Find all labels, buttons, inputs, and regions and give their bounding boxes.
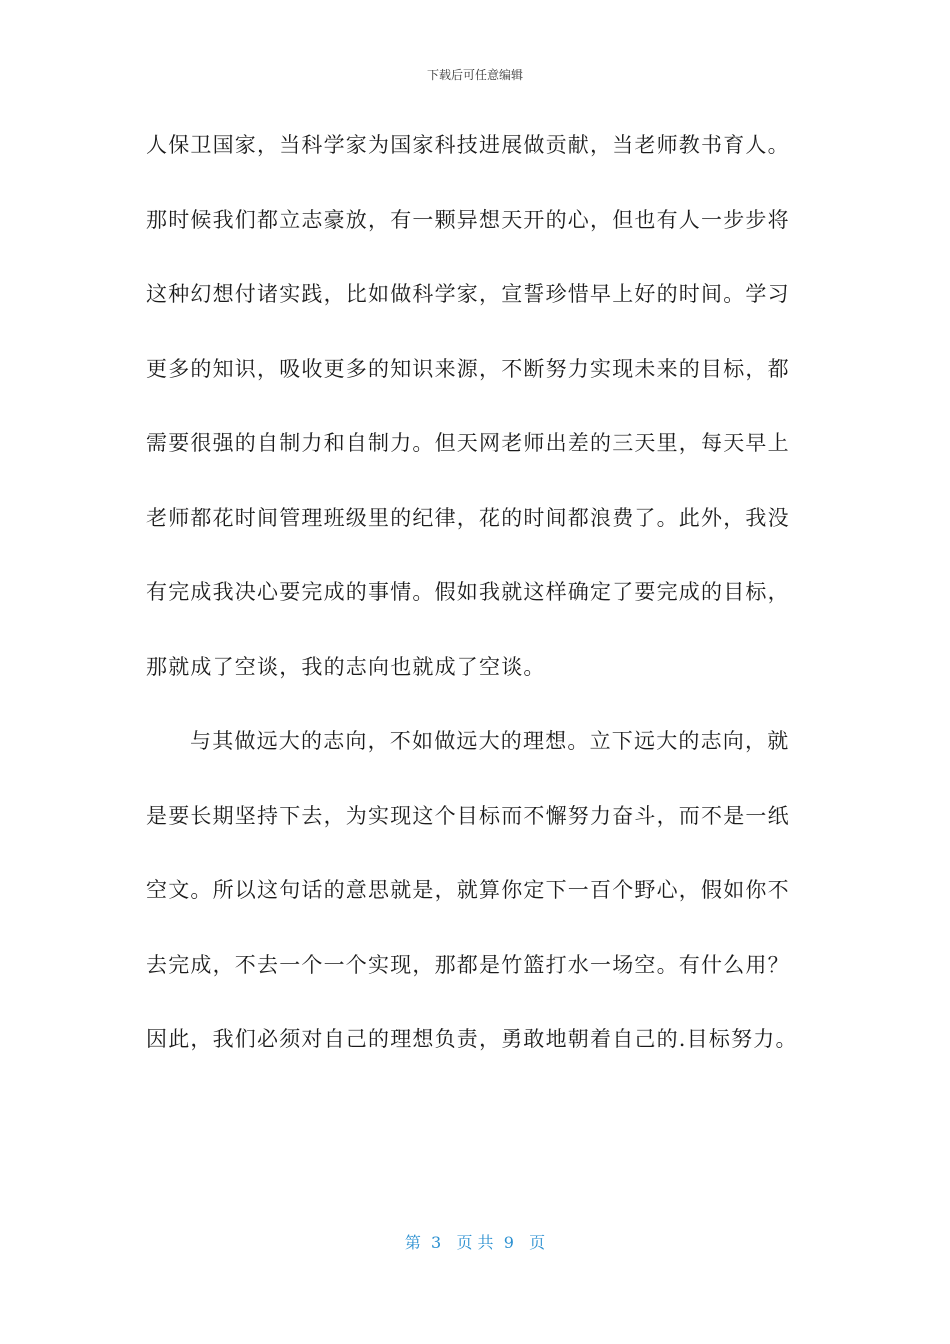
text-line: 老师都花时间管理班级里的纪律，花的时间都浪费了。此外，我没 (146, 505, 790, 530)
document-body (146, 128, 806, 1097)
text-line: 去完成，不去一个一个实现，那都是竹篮打水一场空。有什么用？ (146, 952, 790, 977)
text-line: 是要长期坚持下去，为实现这个目标而不懈努力奋斗，而不是一纸 (146, 803, 790, 828)
text-line: 空文。所以这句话的意思就是，就算你定下一百个野心，假如你不 (146, 878, 790, 902)
text-line: 需要很强的自制力和自制力。但天网老师出差的三天里，每天早上 (146, 431, 790, 455)
text-line: 人保卫国家，当科学家为国家科技进展做贡献，当老师教书育人。 (146, 133, 790, 157)
text-line: 因此，我们必须对自己的理想负责，勇敢地朝着自己的.目标努力。 (146, 1027, 798, 1051)
page-header: 下载后可任意编辑 (426, 68, 523, 82)
text-line: 那就成了空谈，我的志向也就成了空谈。 (146, 654, 546, 679)
text-line-paragraph-start: 与其做远大的志向，不如做远大的理想。立下远大的志向，就 (190, 729, 790, 753)
text-line: 更多的知识，吸收更多的知识来源，不断努力实现未来的目标，都 (146, 356, 790, 381)
text-line: 这种幻想付诸实践，比如做科学家，宣誓珍惜早上好的时间。学习 (146, 282, 790, 306)
page-number-footer: 第 3 页 共 9 页 (404, 1233, 546, 1252)
text-line: 有完成我决心要完成的事情。假如我就这样确定了要完成的目标， (146, 580, 790, 604)
text-line: 那时候我们都立志豪放，有一颗异想天开的心，但也有人一步步将 (146, 207, 790, 232)
